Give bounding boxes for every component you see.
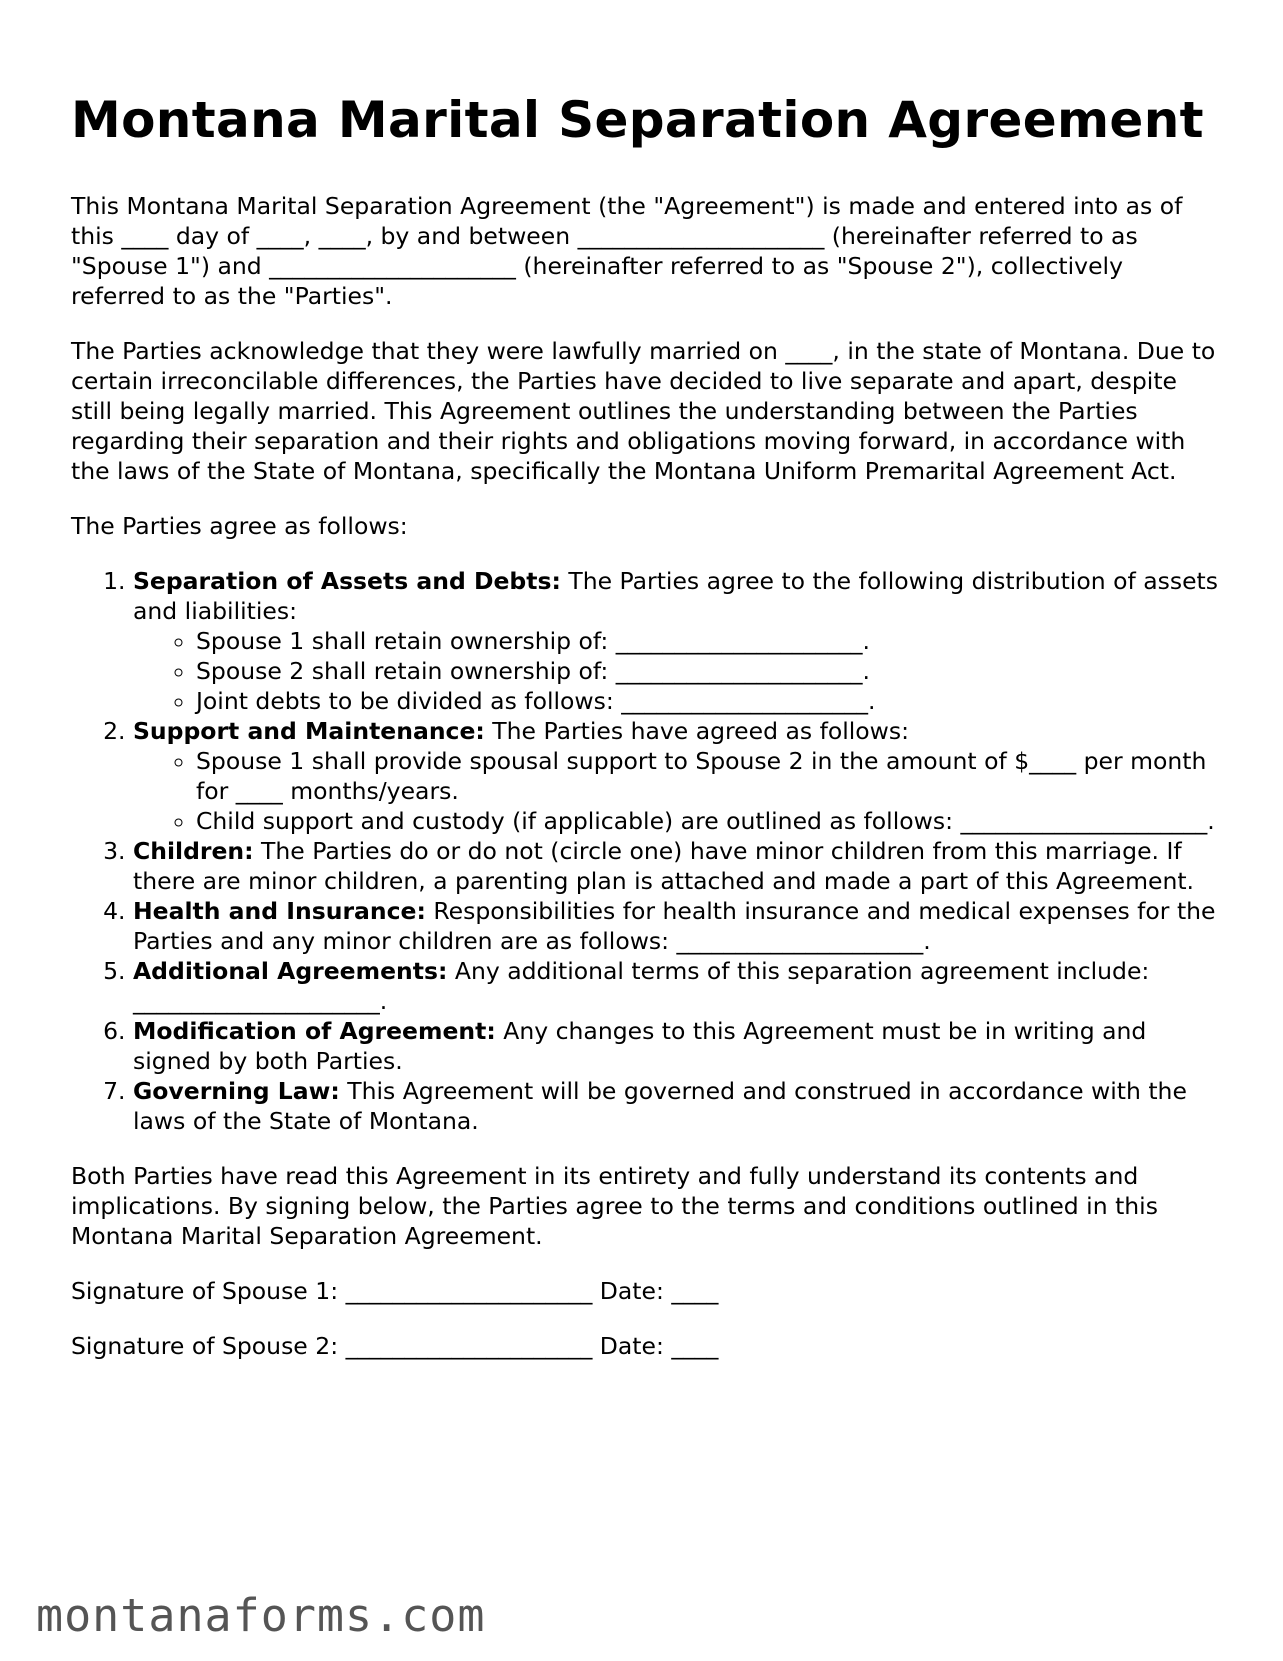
clause-item [133, 566, 1221, 716]
watermark: montanaforms.com [36, 1589, 486, 1642]
clause-item [133, 716, 1221, 836]
sub-item: ◦ Joint debts to be divided as follows: _____________________. [196, 686, 1221, 716]
sub-item: ◦ Child support and custody (if applicable) are outlined as follows: _____________________. [196, 806, 1221, 836]
clause-text: Any additional terms of this separation agreement include: _____________________. [133, 957, 1150, 1015]
clause-heading: Support and Maintenance: [133, 717, 485, 745]
clause-item [133, 896, 1221, 956]
clause-subitems [133, 746, 1221, 836]
clause-heading: Children: [133, 837, 254, 865]
document-page [71, 88, 1221, 1386]
sub-item: ◦ Spouse 1 shall retain ownership of: _____________________. [196, 626, 1221, 656]
clause-item [133, 1076, 1221, 1136]
clause-text: The Parties have agreed as follows: [484, 717, 910, 745]
sub-item: ◦ Spouse 1 shall provide spousal support to Spouse 2 in the amount of $____ per month for ____ months/years. [196, 746, 1221, 806]
clause-text: Responsibilities for health insurance and medical expenses for the Parties and any minor children are as follows: _____________________. [133, 897, 1216, 955]
closing-paragraph: Both Parties have read this Agreement in its entirety and fully understand its contents and implications. By signing below, the Parties agree to the terms and conditions outlined in this Montana Marital Separation Agreement. [71, 1162, 1158, 1250]
acknowledgment-paragraph: The Parties acknowledge that they were lawfully married on ____, in the state of Montana. Due to certain irreconcilable differences, the Parties have decided to live separate and apart, despite still being legally married. This Agreement outlines the understanding between the Parties regarding their separation and their rights and obligations moving forward, in accordance with the laws of the State of Montana, specifically the Montana Uniform Premarital Agreement Act. [71, 337, 1216, 485]
clause-text: Any changes to this Agreement must be in writing and signed by both Parties. [133, 1017, 1147, 1075]
clause-heading: Governing Law: [133, 1077, 340, 1105]
clause-heading: Health and Insurance: [133, 897, 426, 925]
intro-paragraph: This Montana Marital Separation Agreement (the "Agreement") is made and entered into as of this ____ day of ____, ____, by and between _____________________ (hereinafter referred to as "Spouse 1") and _____________________ (hereinafter referred to as "Spouse 2"), collectively referred to as the "Parties". [71, 192, 1183, 310]
clause-heading: Additional Agreements: [133, 957, 448, 985]
clauses-list [71, 566, 1221, 1136]
signature-line-spouse-1: Signature of Spouse 1: _____________________ Date: ____ [71, 1277, 719, 1305]
clause-item [133, 1016, 1221, 1076]
clause-item [133, 956, 1221, 1016]
clause-heading: Separation of Assets and Debts: [133, 567, 561, 595]
clause-text: The Parties do or do not (circle one) have minor children from this marriage. If there are minor children, a parenting plan is attached and made a part of this Agreement. [133, 837, 1195, 895]
clause-heading: Modification of Agreement: [133, 1017, 496, 1045]
agree-intro: The Parties agree as follows: [71, 512, 408, 540]
clause-text: This Agreement will be governed and construed in accordance with the laws of the State of Montana. [133, 1077, 1187, 1135]
clause-subitems [133, 626, 1221, 716]
page-title: Montana Marital Separation Agreement [71, 91, 1204, 149]
clause-item [133, 836, 1221, 896]
signature-line-spouse-2: Signature of Spouse 2: _____________________ Date: ____ [71, 1332, 719, 1360]
clause-text: The Parties agree to the following distribution of assets and liabilities: [133, 567, 1218, 625]
sub-item: ◦ Spouse 2 shall retain ownership of: _____________________. [196, 656, 1221, 686]
